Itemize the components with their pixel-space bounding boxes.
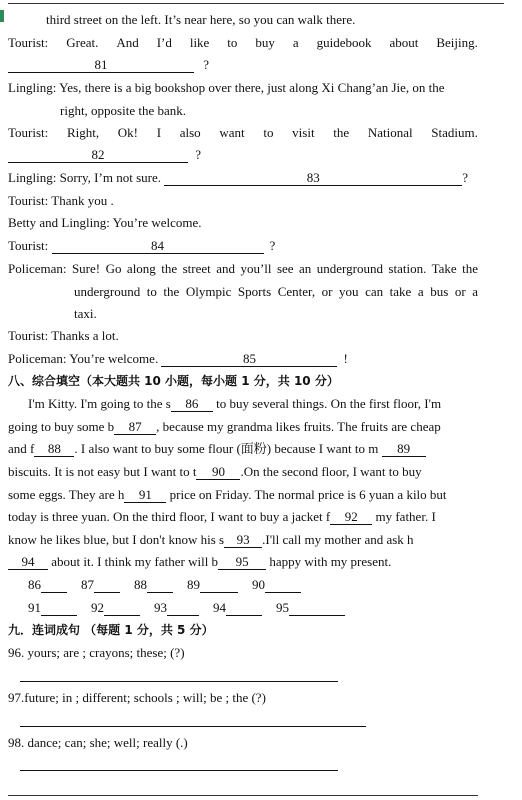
dialogue-line-84 xyxy=(8,238,275,254)
dialogue-line-policeman xyxy=(8,261,478,277)
answer-number: 93 xyxy=(154,600,167,615)
word: visit xyxy=(292,125,315,140)
word: a xyxy=(292,35,299,50)
dialogue-line: taxi. xyxy=(74,306,97,321)
cloze-text-c: price on Friday. The normal price is 6 yuan a kilo but xyxy=(166,487,447,502)
word: guidebook xyxy=(316,35,372,50)
word: to xyxy=(263,125,274,140)
cloze-text-a: going to buy some b xyxy=(8,419,115,434)
answer-line-96[interactable] xyxy=(20,681,338,682)
cloze-line-4 xyxy=(8,464,422,480)
question-mark: ? xyxy=(462,170,469,185)
word: Ok! xyxy=(117,125,139,140)
cloze-text-c: , because my grandma likes fruits. The fruits are cheap xyxy=(156,419,441,434)
cloze-text-a: today is three yuan. On the third floor, I want to buy a jacket f xyxy=(8,509,331,524)
line-text: Policeman: Sure! Go along the street and you’ll see an underground station. Take the xyxy=(8,261,478,276)
answer-line-98[interactable] xyxy=(20,770,338,771)
cloze-text-c: about it. I think my father will b xyxy=(48,554,219,569)
answer-blank[interactable] xyxy=(226,601,262,616)
cloze-text-c: .On the second floor, I want to buy xyxy=(240,464,422,479)
blank-line-82 xyxy=(8,147,201,163)
answer-number: 94 xyxy=(213,600,226,615)
margin-marker xyxy=(0,10,4,22)
answer-number: 86 xyxy=(28,577,41,592)
answer-blank-83[interactable]: 83 xyxy=(164,171,462,186)
cloze-text-c: my father. I xyxy=(372,509,436,524)
word: about xyxy=(389,35,419,50)
word: also xyxy=(179,125,201,140)
section-8-heading: 八、综合填空（本大题共 10 小题，每小题 1 分，共 10 分） xyxy=(8,374,339,388)
answer-blank[interactable] xyxy=(200,578,238,593)
top-rule xyxy=(8,3,504,4)
dialogue-line: Lingling: Yes, there is a big bookshop over there, just along Xi Chang’an Jie, on the xyxy=(8,80,445,95)
question-97: 97.future; in ; different; schools ; will; be ; the (?) xyxy=(8,690,266,705)
answer-number: 95 xyxy=(276,600,289,615)
cloze-blank-89[interactable]: 89 xyxy=(382,442,426,457)
answer-blank[interactable] xyxy=(104,601,140,616)
dialogue-line: Tourist: Thanks a lot. xyxy=(8,328,119,343)
dialogue-line xyxy=(74,284,478,300)
cloze-text-e: happy with my present. xyxy=(266,554,392,569)
dialogue-line-83 xyxy=(8,170,468,186)
answer-line-97[interactable] xyxy=(20,726,366,727)
word: the xyxy=(333,125,350,140)
answer-blank[interactable] xyxy=(147,578,173,593)
cloze-blank-94[interactable]: 94 xyxy=(8,555,48,570)
question-98: 98. dance; can; she; well; really (.) xyxy=(8,735,188,750)
cloze-line-3 xyxy=(8,441,426,457)
cloze-blank-91[interactable]: 91 xyxy=(124,488,166,503)
answer-blank-82[interactable]: 82 xyxy=(8,148,188,163)
answer-number: 90 xyxy=(252,577,265,592)
dialogue-line: third street on the left. It’s near here, so you can walk there. xyxy=(46,12,356,27)
word: National xyxy=(367,125,413,140)
dialogue-line-tourist-stadium xyxy=(8,125,478,141)
question-mark: ? xyxy=(269,238,276,253)
answer-number: 88 xyxy=(134,577,147,592)
word: I’d xyxy=(156,35,172,50)
cloze-text-a: I'm Kitty. I'm going to the s xyxy=(28,396,171,411)
word: I xyxy=(156,125,162,140)
cloze-text xyxy=(28,396,441,412)
word: Tourist: xyxy=(8,125,49,140)
cloze-text-a: biscuits. It is not easy but I want to t xyxy=(8,464,197,479)
cloze-blank-86[interactable]: 86 xyxy=(171,397,213,412)
word: Right, xyxy=(66,125,100,140)
cloze-text-a: know he likes blue, but I don't know his s xyxy=(8,532,225,547)
word: Tourist: xyxy=(8,35,49,50)
word: buy xyxy=(255,35,275,50)
word: Great. xyxy=(66,35,99,50)
cloze-blank-88[interactable]: 88 xyxy=(34,442,74,457)
question-mark: ? xyxy=(203,57,210,72)
answer-blank[interactable] xyxy=(289,601,345,616)
cloze-blank-90[interactable]: 90 xyxy=(196,465,240,480)
cloze-line-1 xyxy=(8,396,478,412)
cloze-text-a: and f xyxy=(8,441,35,456)
cloze-blank-95[interactable]: 95 xyxy=(218,555,266,570)
answer-blank-84[interactable]: 84 xyxy=(52,239,264,254)
cloze-text-c: .I'll call my mother and ask h xyxy=(262,532,414,547)
cloze-text-c: . I also want to buy some flour (面粉) because I want to m xyxy=(74,441,382,456)
cloze-blank-93[interactable]: 93 xyxy=(224,533,262,548)
question-96: 96. yours; are ; crayons; these; (?) xyxy=(8,645,185,660)
answer-blank[interactable] xyxy=(167,601,199,616)
dialogue-line: right, opposite the bank. xyxy=(60,103,187,118)
line-text: Policeman: You’re welcome. xyxy=(8,351,162,366)
dialogue-line: Tourist: Thank you . xyxy=(8,193,114,208)
question-mark: ? xyxy=(195,147,202,162)
cloze-text-a: some eggs. They are h xyxy=(8,487,125,502)
cloze-line-8 xyxy=(8,554,391,570)
answer-blank-85[interactable]: 85 xyxy=(161,352,337,367)
answer-number: 91 xyxy=(28,600,41,615)
line-text: underground to the Olympic Sports Center, or you can take a bus or a xyxy=(74,284,478,299)
answer-number: 92 xyxy=(91,600,104,615)
cloze-line-5 xyxy=(8,487,447,503)
answer-number: 89 xyxy=(187,577,200,592)
answer-blank[interactable] xyxy=(265,578,301,593)
answer-blank-81[interactable]: 81 xyxy=(8,58,194,73)
answer-blank[interactable] xyxy=(41,578,67,593)
answer-blank[interactable] xyxy=(94,578,120,593)
cloze-line-6 xyxy=(8,509,436,525)
answer-row-1 xyxy=(28,577,315,593)
section-9-heading: 九．连词成句 （每题 1 分，共 5 分） xyxy=(8,623,214,637)
exclamation-mark: ! xyxy=(343,351,348,366)
cloze-line-2 xyxy=(8,419,441,435)
answer-row-2 xyxy=(28,600,359,616)
dialogue-line: Betty and Lingling: You’re welcome. xyxy=(8,215,202,230)
word: to xyxy=(227,35,238,50)
dialogue-line-tourist-guidebook xyxy=(8,35,478,51)
bottom-rule xyxy=(8,795,478,796)
word: And xyxy=(116,35,139,50)
cloze-blank-87[interactable]: 87 xyxy=(114,420,156,435)
dialogue-line-85 xyxy=(8,351,348,367)
line-text: Lingling: Sorry, I’m not sure. xyxy=(8,170,165,185)
answer-number: 87 xyxy=(81,577,94,592)
line-text: Tourist: xyxy=(8,238,52,253)
cloze-text-c: to buy several things. On the first floor, I'm xyxy=(212,396,442,411)
word: want xyxy=(219,125,245,140)
word: Stadium. xyxy=(431,125,478,140)
blank-line-81 xyxy=(8,57,209,73)
cloze-line-7 xyxy=(8,532,414,548)
answer-blank[interactable] xyxy=(41,601,77,616)
word: Beijing. xyxy=(436,35,478,50)
cloze-blank-92[interactable]: 92 xyxy=(330,510,372,525)
word: like xyxy=(189,35,210,50)
